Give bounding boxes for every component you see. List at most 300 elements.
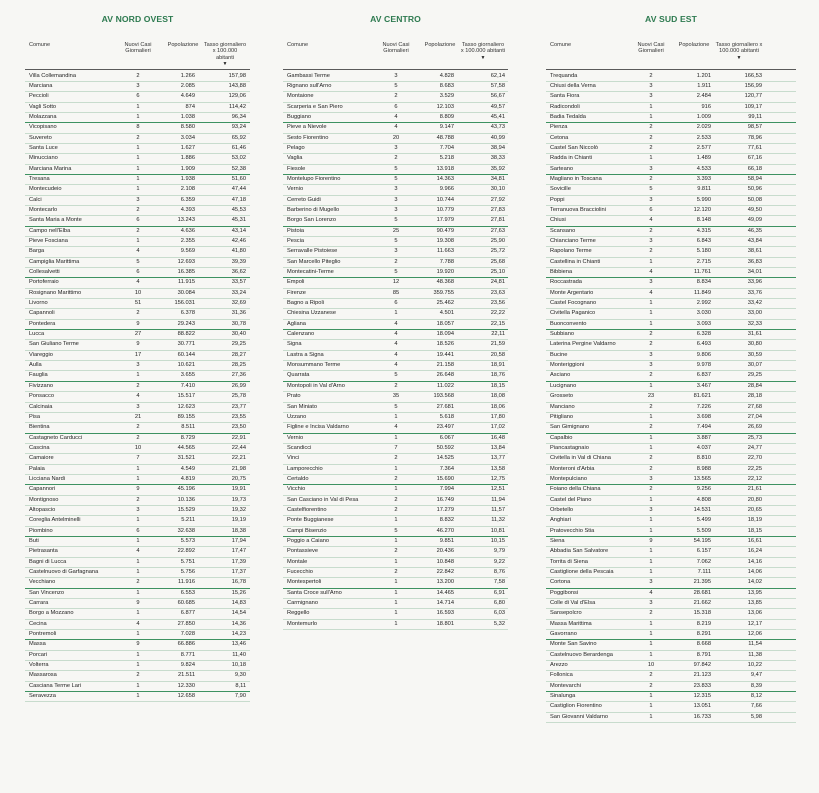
cell-tasso: 28,25 (231, 362, 246, 369)
cell-comune: Vernio (287, 186, 304, 193)
cell-nuovi-casi: 9 (649, 537, 653, 544)
cell-tasso: 31,36 (231, 310, 246, 317)
cell-tasso: 18,06 (490, 403, 505, 410)
table-row (546, 154, 796, 164)
cell-popolazione: 88.822 (177, 331, 195, 338)
table-row (283, 496, 508, 506)
cell-comune: Bucine (550, 351, 568, 358)
cell-comune: Montopoli in Val d'Arno (287, 382, 345, 389)
table-row (25, 620, 250, 630)
cell-tasso: 33,57 (231, 279, 246, 286)
cell-comune: Suvereto (29, 134, 52, 141)
cell-tasso: 22,12 (747, 475, 762, 482)
cell-nuovi-casi: 4 (394, 341, 398, 348)
cell-popolazione: 11.849 (694, 289, 711, 296)
cell-popolazione: 5.509 (696, 527, 711, 534)
cell-tasso: 16,78 (231, 579, 246, 586)
cell-popolazione: 5.211 (181, 517, 195, 524)
cell-tasso: 17,94 (231, 537, 246, 544)
cell-comune: Carmignano (287, 600, 318, 607)
cell-tasso: 6,80 (493, 600, 505, 607)
cell-tasso: 18,15 (490, 382, 505, 389)
cell-nuovi-casi: 3 (136, 403, 140, 410)
cell-nuovi-casi: 17 (134, 351, 142, 358)
cell-popolazione: 12.623 (177, 403, 195, 410)
cell-tasso: 50,08 (747, 196, 762, 203)
table-row (546, 361, 796, 371)
cell-nuovi-casi: 9 (136, 600, 140, 607)
table-row (546, 558, 796, 568)
cell-nuovi-casi: 3 (649, 279, 653, 286)
cell-nuovi-casi: 5 (649, 186, 653, 193)
table-row (546, 247, 796, 257)
cell-tasso: 13,95 (747, 589, 762, 596)
cell-popolazione: 156.031 (174, 300, 195, 307)
table-row (25, 258, 250, 268)
cell-popolazione: 8.834 (696, 279, 711, 286)
table-row (283, 609, 508, 619)
cell-nuovi-casi: 1 (394, 517, 398, 524)
cell-popolazione: 22.892 (177, 548, 195, 555)
cell-tasso: 19,19 (231, 517, 246, 524)
cell-comune: Empoli (287, 279, 305, 286)
cell-comune: Licciana Nardi (29, 475, 66, 482)
cell-comune: Lastra a Signa (287, 351, 324, 358)
header-popolazione: Popolazione (424, 42, 456, 48)
cell-comune: Follonica (550, 672, 573, 679)
cell-comune: Cerreto Guidi (287, 196, 321, 203)
cell-tasso: 33,24 (231, 289, 246, 296)
cell-comune: Cecina (29, 620, 47, 627)
cell-tasso: 27,36 (231, 372, 246, 379)
cell-nuovi-casi: 9 (136, 341, 140, 348)
cell-popolazione: 8.683 (439, 82, 454, 89)
cell-popolazione: 21.511 (178, 672, 195, 679)
cell-comune: Palaia (29, 465, 45, 472)
cell-popolazione: 19.441 (436, 351, 454, 358)
cell-tasso: 10,15 (490, 537, 505, 544)
cell-popolazione: 11.916 (178, 579, 195, 586)
cell-popolazione: 8.810 (696, 455, 711, 462)
header-tasso (714, 42, 764, 61)
cell-comune: San Marcello Piteglio (287, 258, 341, 265)
cell-comune: Montecudeio (29, 186, 62, 193)
cell-popolazione: 3.655 (180, 372, 195, 379)
table-row (283, 361, 508, 371)
cell-tasso: 11,54 (748, 641, 762, 648)
cell-nuovi-casi: 4 (649, 217, 653, 224)
table-row (546, 227, 796, 237)
cell-nuovi-casi: 1 (649, 558, 653, 565)
table-row (283, 289, 508, 299)
cell-popolazione: 19.308 (436, 238, 454, 244)
cell-popolazione: 8.988 (696, 465, 711, 472)
cell-popolazione: 3.467 (696, 382, 711, 389)
table-row (546, 465, 796, 475)
table-row (546, 196, 796, 206)
cell-popolazione: 4.819 (180, 475, 195, 482)
cell-nuovi-casi: 1 (649, 320, 653, 327)
cell-tasso: 40,99 (490, 134, 505, 141)
cell-comune: Laterina Pergine Valdarno (550, 341, 616, 348)
cell-tasso: 25,90 (490, 238, 505, 244)
cell-tasso: 157,98 (228, 72, 246, 79)
cell-tasso: 66,18 (747, 165, 762, 172)
cell-nuovi-casi: 5 (394, 372, 398, 379)
cell-popolazione: 5.499 (696, 517, 711, 524)
cell-comune: Civitella in Val di Chiana (550, 455, 611, 462)
cell-tasso: 18,91 (490, 362, 505, 369)
header-tasso (203, 42, 247, 67)
cell-comune: Castiglion Fiorentino (550, 703, 602, 710)
header-divider (283, 69, 508, 70)
table-row (25, 134, 250, 144)
cell-tasso: 14,02 (747, 579, 762, 586)
cell-nuovi-casi: 5 (394, 527, 398, 534)
cell-nuovi-casi: 3 (136, 506, 140, 513)
cell-comune: Poppi (550, 196, 565, 203)
cell-popolazione: 50.592 (436, 444, 454, 451)
cell-nuovi-casi: 2 (394, 548, 398, 555)
cell-comune: San Vincenzo (29, 589, 64, 596)
cell-comune: Pitigliano (550, 413, 574, 420)
cell-popolazione: 5.618 (439, 413, 454, 420)
table-row (283, 403, 508, 413)
table-row (25, 423, 250, 433)
table-row (546, 423, 796, 433)
cell-comune: Poggibonsi (550, 589, 579, 596)
cell-nuovi-casi: 2 (394, 258, 398, 265)
cell-tasso: 50,96 (747, 186, 762, 193)
cell-nuovi-casi: 2 (136, 496, 140, 503)
cell-nuovi-casi: 4 (136, 279, 140, 286)
cell-comune: Monsummano Terme (287, 362, 341, 369)
cell-comune: Firenze (287, 289, 306, 296)
cell-tasso: 17,02 (490, 424, 505, 431)
cell-popolazione: 6.837 (696, 372, 711, 379)
cell-tasso: 20,58 (490, 351, 505, 358)
cell-nuovi-casi: 4 (136, 248, 140, 255)
cell-popolazione: 1.201 (696, 72, 711, 79)
cell-tasso: 14,06 (747, 569, 762, 575)
cell-comune: Casciana Terme Lari (29, 682, 82, 689)
table-row (283, 103, 508, 113)
cell-tasso: 28,27 (231, 351, 246, 358)
table-row (546, 72, 796, 82)
table-row (283, 134, 508, 144)
cell-tasso: 5,98 (750, 713, 762, 720)
cell-nuovi-casi: 5 (394, 175, 398, 182)
cell-tasso: 33,76 (747, 289, 762, 296)
cell-popolazione: 7.994 (439, 486, 454, 493)
cell-nuovi-casi: 3 (394, 206, 398, 213)
cell-popolazione: 2.992 (696, 300, 711, 307)
cell-nuovi-casi: 2 (136, 72, 140, 79)
cell-popolazione: 10.621 (177, 362, 195, 369)
cell-comune: Capannoli (29, 310, 55, 317)
cell-nuovi-casi: 12 (392, 279, 400, 286)
cell-nuovi-casi: 2 (394, 475, 398, 482)
cell-nuovi-casi: 2 (649, 341, 653, 348)
cell-comune: Pisa (29, 413, 41, 420)
cell-tasso: 41,80 (231, 248, 246, 255)
cell-tasso: 22,91 (231, 434, 246, 441)
cell-nuovi-casi: 8 (136, 124, 140, 131)
cell-popolazione: 32.638 (177, 527, 195, 534)
cell-comune: Montelupo Fiorentino (287, 175, 341, 182)
cell-nuovi-casi: 35 (392, 393, 400, 400)
cell-tasso: 24,81 (490, 279, 505, 286)
cell-comune: Castel del Piano (550, 496, 592, 503)
cell-comune: Magliano in Toscana (550, 175, 602, 182)
cell-nuovi-casi: 4 (394, 113, 398, 120)
table-row (283, 196, 508, 206)
table-row (283, 72, 508, 82)
cell-tasso: 18,19 (747, 517, 762, 524)
cell-tasso: 35,92 (490, 165, 505, 172)
cell-nuovi-casi: 1 (394, 620, 398, 627)
table-body (283, 72, 508, 631)
table-row (25, 299, 250, 309)
table-row (283, 144, 508, 154)
cell-comune: Badia Tedalda (550, 113, 586, 120)
cell-nuovi-casi: 3 (394, 72, 398, 79)
cell-popolazione: 6.328 (696, 331, 711, 338)
cell-comune: Castagneto Carducci (29, 434, 83, 441)
cell-nuovi-casi: 1 (649, 444, 653, 451)
cell-comune: Rignano sull'Arno (287, 82, 332, 89)
cell-popolazione: 90.479 (436, 227, 454, 234)
cell-nuovi-casi: 7 (394, 444, 398, 451)
table-row (25, 547, 250, 557)
cell-nuovi-casi: 6 (136, 93, 140, 100)
cell-popolazione: 1.938 (180, 175, 195, 182)
cell-tasso: 16,61 (747, 537, 762, 544)
cell-nuovi-casi: 9 (136, 320, 140, 327)
table-row (546, 444, 796, 454)
cell-tasso: 16,24 (747, 548, 762, 555)
cell-comune: Monte San Savino (550, 641, 597, 648)
cell-nuovi-casi: 1 (136, 155, 140, 162)
table-row (283, 82, 508, 92)
cell-nuovi-casi: 2 (649, 465, 653, 472)
cell-popolazione: 3.698 (696, 413, 711, 420)
cell-nuovi-casi: 4 (649, 289, 653, 296)
cell-tasso: 6,03 (493, 610, 505, 617)
cell-popolazione: 12.658 (177, 693, 195, 700)
table-row (283, 578, 508, 588)
cell-popolazione: 7.494 (696, 424, 711, 431)
cell-comune: Buti (29, 537, 39, 544)
cell-comune: Castelnuovo di Garfagnana (29, 569, 99, 575)
cell-nuovi-casi: 3 (136, 82, 140, 89)
table-row (283, 258, 508, 268)
cell-tasso: 17,37 (231, 569, 246, 575)
cell-comune: Ponsacco (29, 393, 54, 400)
cell-nuovi-casi: 1 (136, 610, 140, 617)
cell-comune: Scarperia e San Piero (287, 103, 343, 110)
cell-comune: Siena (550, 537, 565, 544)
cell-tasso: 29,25 (747, 372, 762, 379)
cell-popolazione: 1.489 (696, 155, 711, 162)
table-row (546, 309, 796, 319)
cell-popolazione: 4.549 (180, 465, 195, 472)
table-row (546, 278, 796, 288)
cell-tasso: 53,02 (231, 155, 246, 162)
cell-tasso: 10,18 (231, 662, 246, 669)
cell-comune: Santa Croce sull'Arno (287, 589, 342, 596)
cell-tasso: 25,78 (231, 393, 246, 400)
table-row (546, 113, 796, 123)
cell-nuovi-casi: 1 (136, 569, 140, 575)
cell-nuovi-casi: 4 (649, 589, 653, 596)
cell-tasso: 43,73 (490, 124, 505, 131)
cell-comune: Lamporecchio (287, 465, 323, 472)
cell-popolazione: 3.529 (439, 93, 454, 100)
cell-popolazione: 30.771 (177, 341, 195, 348)
table-row (546, 516, 796, 526)
cell-comune: Marciana Marina (29, 165, 72, 172)
cell-nuovi-casi: 5 (394, 403, 398, 410)
header-tasso-label: Tasso giornaliero x 100.000 abitanti (715, 42, 763, 55)
cell-popolazione: 26.648 (436, 372, 454, 379)
table-row (283, 175, 508, 185)
cell-popolazione: 4.315 (696, 227, 711, 234)
cell-comune: Aulla (29, 362, 42, 369)
cell-tasso: 58,94 (747, 175, 762, 182)
cell-tasso: 13,46 (231, 641, 246, 648)
cell-tasso: 38,61 (747, 248, 762, 255)
cell-popolazione: 18.094 (436, 331, 454, 338)
cell-nuovi-casi: 3 (649, 506, 653, 513)
cell-nuovi-casi: 2 (649, 403, 653, 410)
cell-tasso: 11,38 (748, 651, 762, 658)
table-row (25, 206, 250, 216)
table-row (283, 465, 508, 475)
cell-popolazione: 1.038 (180, 113, 195, 120)
header-nuovi-casi: Nuovi Casi Giornalieri (637, 42, 665, 55)
cell-popolazione: 12.103 (436, 103, 454, 110)
cell-tasso: 33,96 (747, 279, 762, 286)
cell-nuovi-casi: 1 (394, 589, 398, 596)
cell-comune: Campo nell'Elba (29, 227, 71, 234)
table-row (546, 216, 796, 226)
cell-nuovi-casi: 4 (394, 351, 398, 358)
cell-nuovi-casi: 2 (649, 227, 653, 234)
cell-tasso: 12,17 (747, 620, 762, 627)
cell-comune: Pescia (287, 238, 305, 244)
table-row (25, 537, 250, 547)
table-row (25, 309, 250, 319)
table-row (283, 568, 508, 578)
cell-popolazione: 6.843 (696, 238, 711, 244)
cell-popolazione: 359.755 (433, 289, 454, 296)
cell-comune: Castelfiorentino (287, 506, 327, 513)
table-row (283, 444, 508, 454)
cell-tasso: 18,15 (747, 527, 762, 534)
table-row (546, 371, 796, 381)
cell-popolazione: 29.243 (177, 320, 195, 327)
cell-tasso: 8,39 (750, 682, 762, 689)
cell-comune: San Giovanni Valdarno (550, 713, 609, 720)
cell-popolazione: 15.690 (436, 475, 454, 482)
cell-nuovi-casi: 2 (649, 455, 653, 462)
cell-tasso: 11,57 (491, 506, 505, 513)
cell-comune: Pienza (550, 124, 568, 131)
table-row (25, 227, 250, 237)
cell-comune: Barberino di Mugello (287, 206, 340, 213)
cell-nuovi-casi: 1 (394, 558, 398, 565)
cell-nuovi-casi: 1 (136, 113, 140, 120)
cell-popolazione: 18.801 (436, 620, 454, 627)
cell-popolazione: 2.085 (180, 82, 195, 89)
cell-comune: Vaglia (287, 155, 303, 162)
table-row (546, 496, 796, 506)
cell-popolazione: 3.887 (696, 434, 711, 441)
table-row (283, 123, 508, 133)
cell-comune: Buonconvento (550, 320, 587, 327)
table-row (546, 454, 796, 464)
cell-comune: Pieve Fosciana (29, 238, 68, 244)
cell-comune: Calcinaia (29, 403, 53, 410)
cell-tasso: 45,31 (231, 217, 246, 224)
cell-nuovi-casi: 1 (649, 310, 653, 317)
cell-comune: Subbiano (550, 331, 575, 338)
cell-nuovi-casi: 2 (649, 424, 653, 431)
cell-comune: Gambassi Terme (287, 72, 330, 79)
cell-nuovi-casi: 2 (649, 331, 653, 338)
cell-popolazione: 1.909 (180, 165, 195, 172)
cell-tasso: 156,99 (744, 82, 762, 89)
cell-comune: Calenzano (287, 331, 315, 338)
cell-tasso: 5,32 (493, 620, 505, 627)
cell-nuovi-casi: 1 (136, 465, 140, 472)
cell-popolazione: 5.573 (180, 537, 195, 544)
cell-comune: Montecarlo (29, 206, 58, 213)
cell-comune: Asciano (550, 372, 571, 379)
cell-comune: Bagni di Lucca (29, 558, 67, 565)
header-comune: Comune (550, 42, 572, 48)
cell-popolazione: 11.022 (437, 382, 454, 389)
cell-tasso: 34,81 (490, 175, 505, 182)
cell-nuovi-casi: 6 (394, 103, 398, 110)
cell-comune: Montespertoli (287, 579, 322, 586)
cell-popolazione: 10.779 (436, 206, 454, 213)
cell-nuovi-casi: 2 (394, 496, 398, 503)
cell-nuovi-casi: 1 (136, 103, 140, 110)
cell-nuovi-casi: 1 (649, 103, 653, 110)
cell-tasso: 22,25 (747, 465, 762, 472)
cell-tasso: 22,22 (490, 310, 505, 317)
cell-comune: Cascina (29, 444, 50, 451)
header-divider (546, 69, 796, 70)
table-row (546, 506, 796, 516)
cell-tasso: 33,42 (747, 300, 762, 307)
cell-nuovi-casi: 2 (136, 672, 140, 679)
cell-tasso: 32,69 (231, 300, 246, 307)
cell-tasso: 7,58 (493, 579, 505, 586)
cell-tasso: 45,41 (490, 113, 505, 120)
cell-popolazione: 14.531 (693, 506, 711, 513)
table-row (25, 247, 250, 257)
cell-tasso: 61,46 (231, 144, 246, 151)
cell-comune: Marciana (29, 82, 53, 89)
header-popolazione: Popolazione (167, 42, 199, 48)
cell-comune: Rosignano Marittimo (29, 289, 82, 296)
cell-tasso: 23,55 (231, 413, 246, 420)
cell-popolazione: 8.668 (696, 641, 711, 648)
cell-nuovi-casi: 4 (394, 124, 398, 131)
